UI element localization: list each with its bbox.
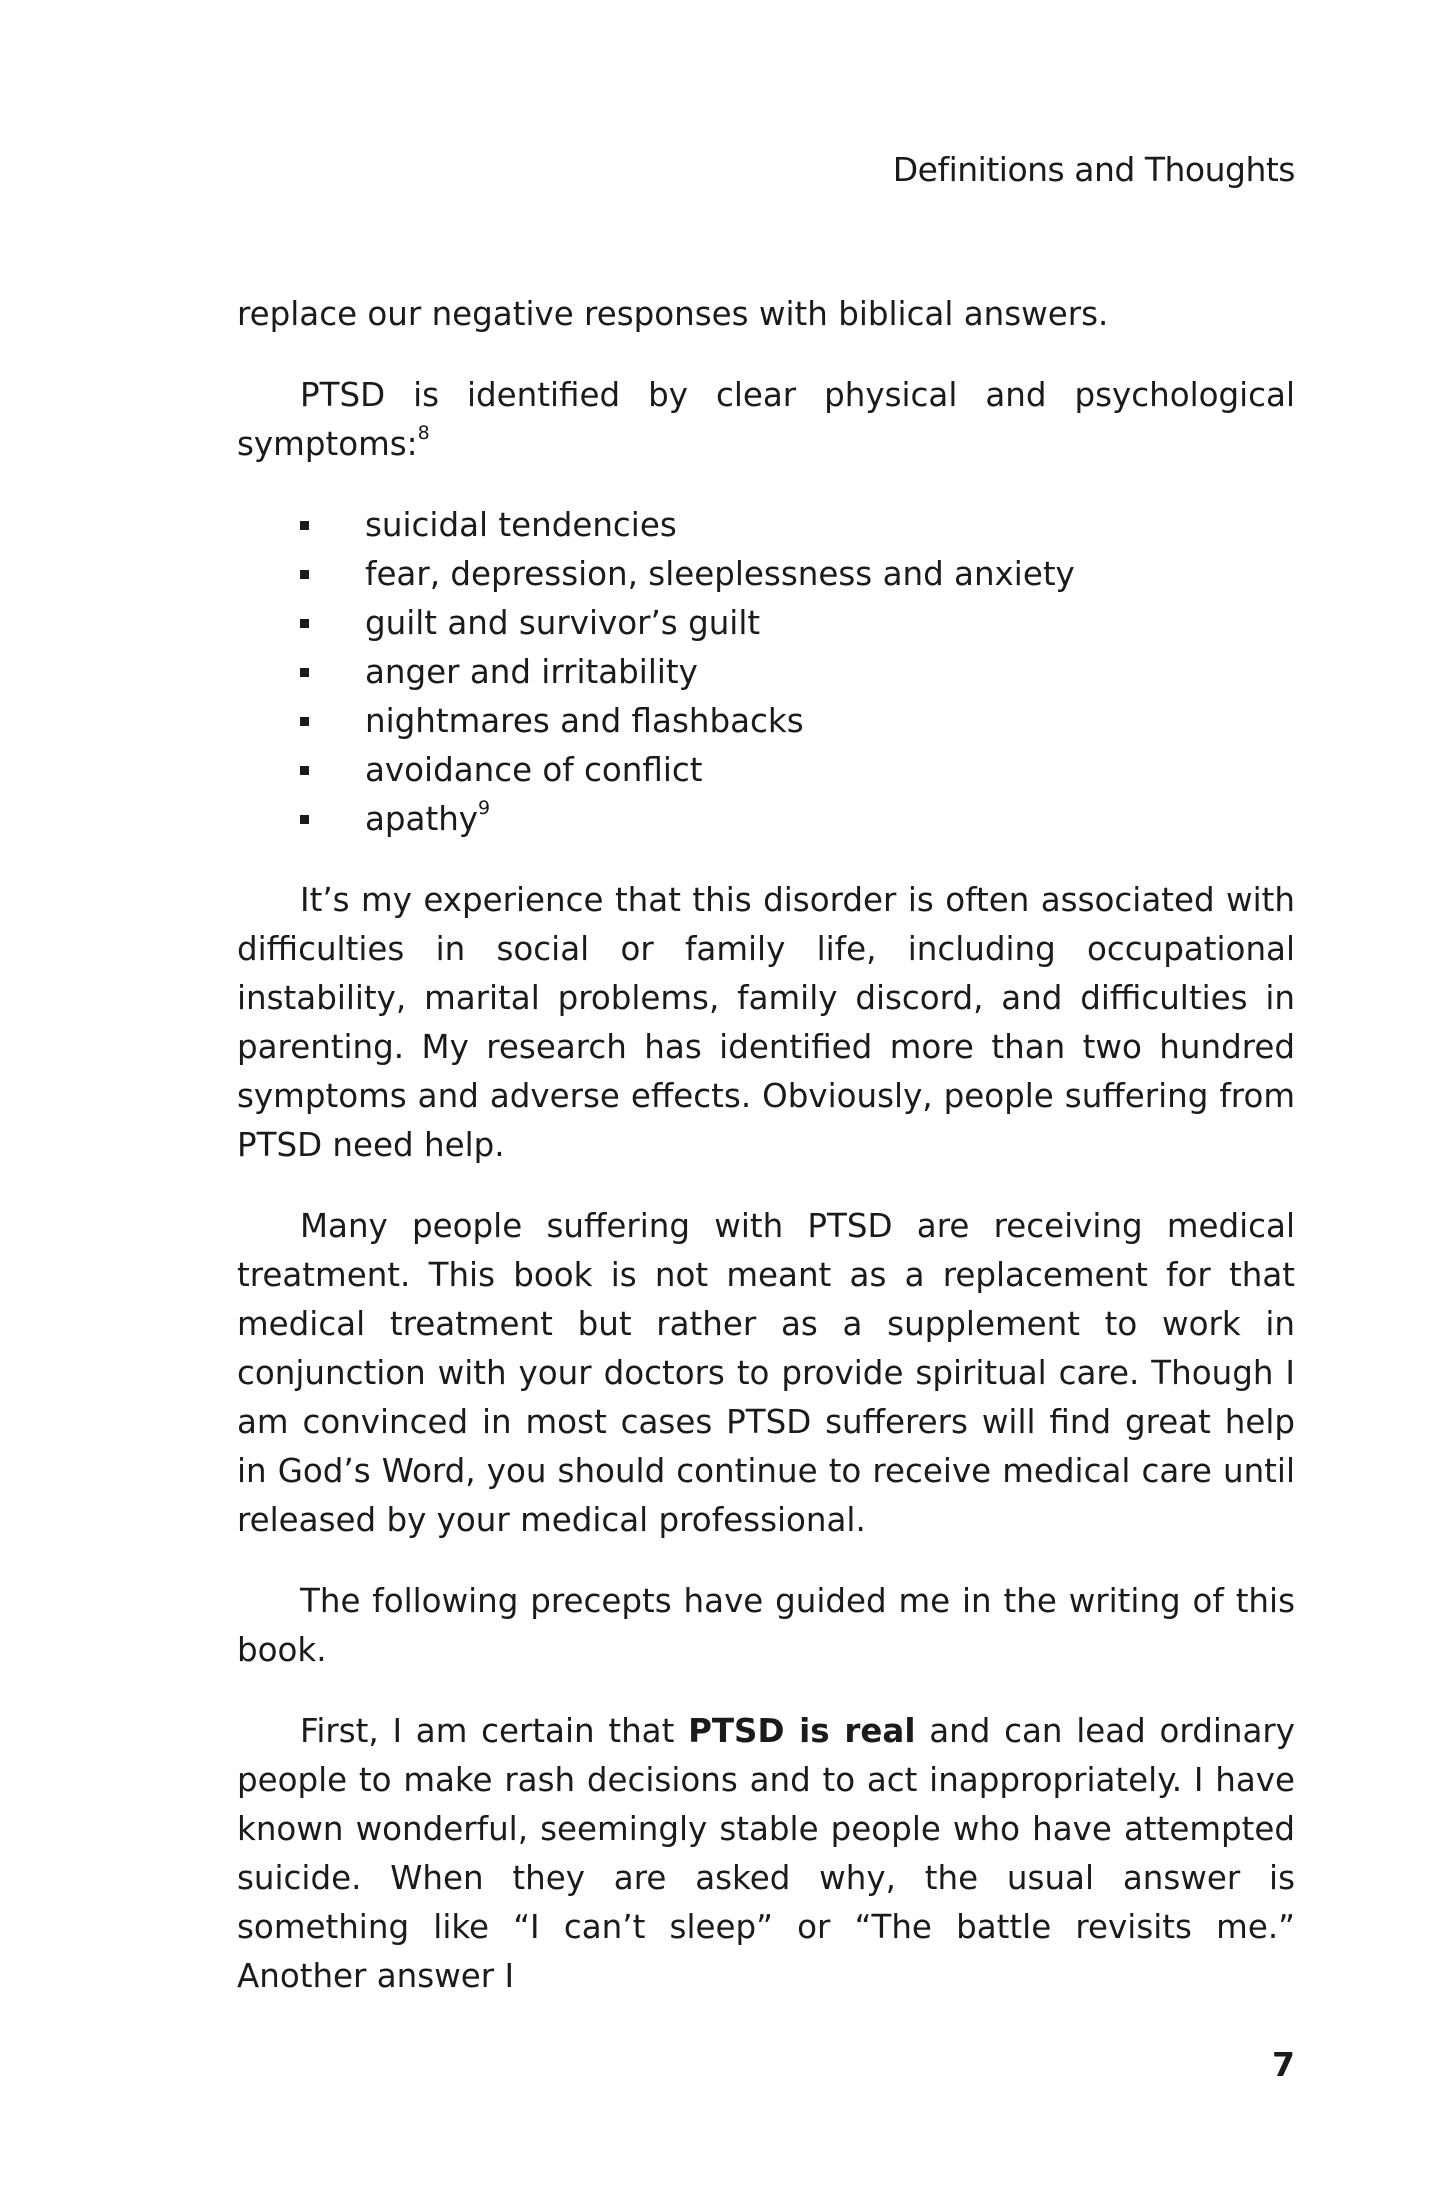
paragraph-medical-treatment: Many people suffering with PTSD are receiving medical treatment. This book is not meant as a replacement for that medical treatment but rather as a supplement to work in conjunction with your doctors to provide spiritual care. Though I am convinced in most cases PTSD sufferers will find great help in God’s Word, you should continue to receive medical care until released by your medical professional.: [237, 1207, 1295, 1539]
paragraph-precepts: The following precepts have guided me in the writing of this book.: [237, 1582, 1295, 1669]
list-item: [237, 648, 1295, 697]
list-item: [237, 746, 1295, 795]
symptom-text: apathy: [365, 800, 479, 838]
paragraph-lead-text: First, I am certain that: [300, 1712, 689, 1750]
symptom-text: avoidance of conflict: [365, 751, 703, 789]
bullet-square-icon: [300, 570, 309, 579]
footnote-ref-9: 9: [478, 797, 491, 820]
paragraph-symptoms-intro: [237, 371, 1295, 469]
bullet-square-icon: [300, 521, 309, 530]
footnote-ref-8: 8: [417, 422, 430, 445]
symptom-text: fear, depression, sleeplessness and anxiety: [365, 555, 1075, 593]
symptom-list: [237, 501, 1295, 844]
paragraph-ptsd-is-real: [237, 1707, 1295, 2001]
page-body: [237, 290, 1295, 2001]
paragraph-symptoms-intro-text: PTSD is identified by clear physical and psychological symptoms:: [237, 376, 1295, 463]
symptom-text: guilt and survivor’s guilt: [365, 604, 761, 642]
bullet-square-icon: [300, 717, 309, 726]
paragraph-experience: It’s my experience that this disorder is often associated with difficulties in social or family life, including occupational instability, marital problems, family discord, and difficulties in parenting. My research has identified more than two hundred symptoms and adverse effects. Obviously, people suffering from PTSD need help.: [237, 881, 1295, 1164]
symptom-text: suicidal tendencies: [365, 506, 677, 544]
symptom-text: anger and irritability: [365, 653, 698, 691]
list-item: [237, 501, 1295, 550]
page-number: 7: [1272, 2045, 1295, 2084]
bullet-square-icon: [300, 668, 309, 677]
bullet-square-icon: [300, 619, 309, 628]
list-item: [237, 599, 1295, 648]
paragraph-rest-text: and can lead ordinary people to make rash decisions and to act inappropriately. I have known wonderful, seemingly stable people who have attempted suicide. When they are asked why, the usual answer is something like “I can’t sleep” or “The battle revisits me.” Another answer I: [237, 1712, 1295, 1995]
list-item: [237, 795, 1295, 844]
paragraph-continuation: replace our negative responses with biblical answers.: [237, 295, 1109, 333]
symptom-text: nightmares and flashbacks: [365, 702, 804, 740]
running-head-title: Definitions and Thoughts: [892, 150, 1295, 189]
bullet-square-icon: [300, 815, 309, 824]
bullet-square-icon: [300, 766, 309, 775]
bold-emphasis-text: PTSD is real: [688, 1712, 916, 1750]
list-item: [237, 550, 1295, 599]
list-item: [237, 697, 1295, 746]
